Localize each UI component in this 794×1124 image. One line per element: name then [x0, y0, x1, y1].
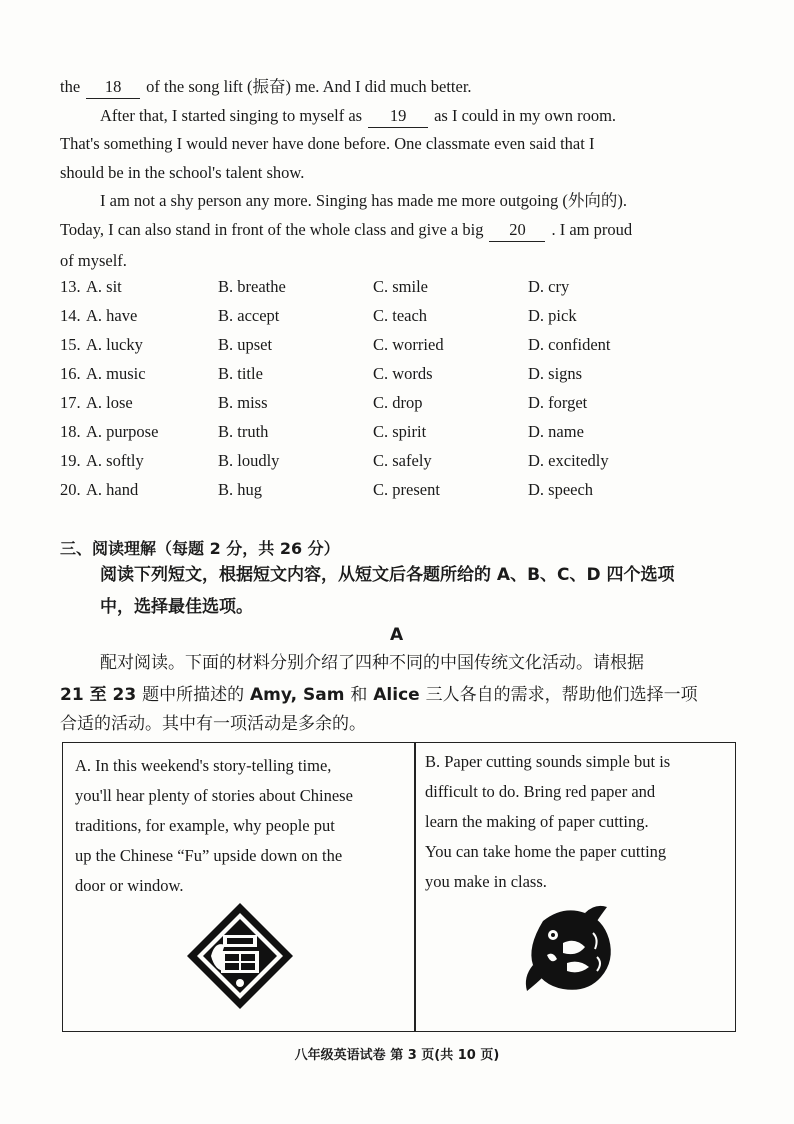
matching-desc-1: 配对阅读。下面的材料分别介绍了四种不同的中国传统文化活动。请根据: [100, 653, 644, 673]
question-number: 13.: [60, 277, 81, 296]
option-b: B. hug: [218, 480, 263, 499]
section-instruction-1: 阅读下列短文，根据短文内容，从短文后各题所给的 A、B、C、D 四个选项: [100, 565, 675, 585]
option-a: A. lucky: [86, 335, 143, 354]
question-number: 16.: [60, 364, 81, 383]
option-c: C. teach: [373, 306, 428, 325]
option-c: C. spirit: [373, 422, 427, 441]
question-number: 14.: [60, 306, 81, 325]
page-footer: 八年级英语试卷 第 3 页(共 10 页): [294, 1048, 500, 1063]
option-a: A. have: [86, 306, 138, 325]
option-b: B. accept: [218, 306, 280, 325]
option-d: D. pick: [528, 306, 577, 325]
option-c: C. smile: [373, 277, 429, 296]
option-row: [60, 335, 660, 359]
blank-18: 18: [86, 76, 140, 99]
part-letter: A: [390, 625, 404, 645]
activity-table: [62, 742, 736, 1032]
option-row: [60, 364, 660, 388]
option-d: D. confident: [528, 335, 611, 354]
section-title: 三、阅读理解（每题 2 分，共 26 分）: [60, 539, 340, 558]
option-c: C. worried: [373, 335, 444, 354]
option-b: B. truth: [218, 422, 269, 441]
table-divider: [414, 743, 416, 1031]
option-b: B. breathe: [218, 277, 286, 296]
option-d: D. excitedly: [528, 451, 609, 470]
passage-line-1: the 18 of the song lift (振奋) me. And I did much better.: [60, 76, 472, 99]
activity-b-text: B. Paper cutting sounds simple but is difficult to do. Bring red paper and learn the making of paper cutting. You can take home the paper cutting you make in class.: [425, 752, 671, 891]
option-a: A. music: [86, 364, 146, 383]
question-number: 20.: [60, 480, 81, 499]
option-a: A. sit: [86, 277, 122, 296]
passage-line-2: After that, I started singing to myself as 19 as I could in my own room.: [100, 105, 616, 128]
option-a: A. softly: [86, 451, 144, 470]
question-number: 17.: [60, 393, 81, 412]
question-number: 15.: [60, 335, 81, 354]
option-a: A. hand: [86, 480, 139, 499]
option-row: [60, 422, 660, 446]
option-row: [60, 306, 660, 330]
activity-a-text: A. In this weekend's story-telling time, you'll hear plenty of stories about Chinese traditions, for example, why people put up the Chinese “Fu” upside down on the door or window.: [75, 756, 353, 895]
question-number: 18.: [60, 422, 81, 441]
passage-line-4: should be in the school's talent show.: [60, 163, 305, 182]
blank-20: 20: [489, 219, 545, 242]
section-instruction-2: 中，选择最佳选项。: [100, 597, 253, 617]
option-d: D. signs: [528, 364, 583, 383]
matching-desc-3: 合适的活动。其中有一项活动是多余的。: [60, 714, 366, 734]
fish-papercut-icon: [523, 903, 627, 995]
option-d: D. cry: [528, 277, 570, 296]
matching-desc-2: 21 至 23 题中所描述的 Amy, Sam 和 Alice 三人各自的需求，帮助他们选择一项: [60, 685, 698, 705]
option-d: D. speech: [528, 480, 594, 499]
option-c: C. present: [373, 480, 440, 499]
option-row: [60, 277, 660, 301]
blank-19: 19: [368, 105, 428, 128]
option-row: [60, 480, 660, 504]
option-c: C. drop: [373, 393, 423, 412]
option-b: B. title: [218, 364, 263, 383]
option-row: [60, 451, 660, 475]
option-a: A. purpose: [86, 422, 159, 441]
option-d: D. name: [528, 422, 584, 441]
option-b: B. upset: [218, 335, 273, 354]
fu-papercut-icon: [185, 901, 295, 1011]
passage-line-5: I am not a shy person any more. Singing has made me more outgoing (外向的).: [100, 191, 627, 210]
option-b: B. loudly: [218, 451, 280, 470]
passage-line-3: That's something I would never have done before. One classmate even said that I: [60, 134, 595, 153]
option-d: D. forget: [528, 393, 588, 412]
option-c: C. safely: [373, 451, 432, 470]
option-c: C. words: [373, 364, 433, 383]
option-row: [60, 393, 660, 417]
option-a: A. lose: [86, 393, 133, 412]
passage-line-6: Today, I can also stand in front of the whole class and give a big 20 . I am proud: [60, 219, 632, 242]
passage-line-7: of myself.: [60, 251, 127, 270]
question-number: 19.: [60, 451, 81, 470]
option-b: B. miss: [218, 393, 268, 412]
